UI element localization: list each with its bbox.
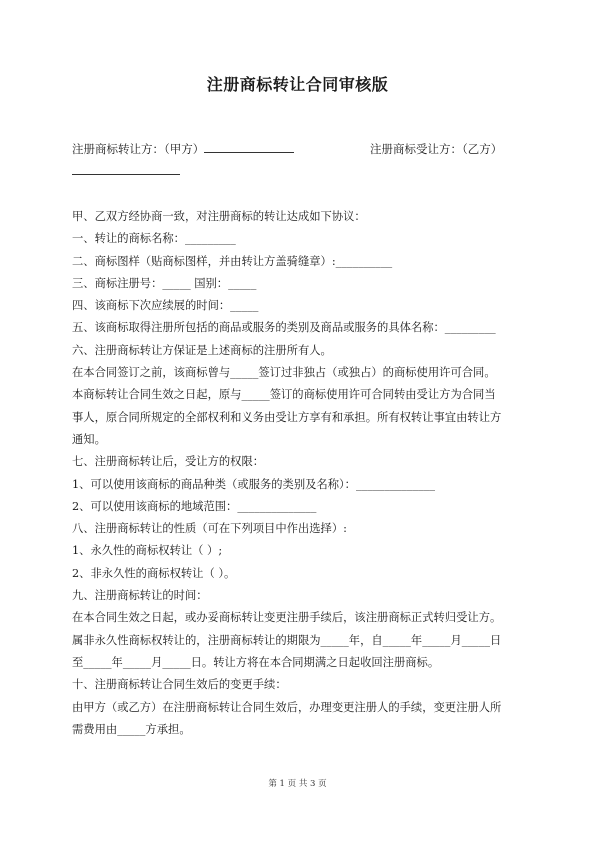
party-a-label: 注册商标转让方：（甲方） [72,142,205,156]
contract-body [72,206,532,741]
parties-row [72,138,532,160]
contract-paragraph: 至_____年_____月_____日。转让方将在本合同期满之日起收回注册商标。 [72,655,440,669]
contract-paragraph: 八、注册商标转让的性质（可在下列项目中作出选择）: [72,522,347,536]
party-b-label: 注册商标受让方：（乙方） [370,142,503,156]
contract-paragraph: 1、可以使用该商标的商品种类（或服务的类别及名称）：______________ [72,477,436,491]
contract-paragraph: 2、非永久性的商标权转让（ ）。 [72,566,236,580]
contract-paragraph: 通知。 [72,432,106,446]
contract-paragraph: 九、注册商标转让的时间： [72,589,208,603]
contract-paragraph: 在本合同生效之日起，或办妥商标转让变更注册手续后，该注册商标正式转归受让方。 [72,611,502,625]
document-title: 注册商标转让合同审核版 [206,75,389,94]
contract-paragraph: 二、商标图样（贴商标图样，并由转让方盖骑缝章）:__________ [72,254,393,268]
party-a [72,138,294,160]
contract-paragraph: 三、商标注册号：_____ 国别：_____ [72,276,257,290]
contract-paragraph: 四、该商标下次应续展的时间：_____ [72,299,259,313]
contract-paragraph: 需费用由_____方承担。 [72,722,191,736]
parties-block [72,138,532,182]
party-a-blank [204,138,294,153]
contract-paragraph: 由甲方（或乙方）在注册商标转让合同生效后，办理变更注册人的手续，变更注册人所 [72,700,502,714]
contract-paragraph: 七、注册商标转让后，受让方的权限： [72,455,265,469]
contract-paragraph: 1、永久性的商标权转让（ ）; [72,544,223,558]
party-b-blank-row [72,160,532,182]
contract-paragraph: 十、注册商标转让合同生效后的变更手续： [72,678,287,692]
contract-paragraph: 在本合同签订之前，该商标曾与_____签订过非独占（或独占）的商标使用许可合同。 [72,366,496,380]
contract-paragraph: 甲、乙双方经协商一致，对注册商标的转让达成如下协议： [72,210,366,223]
contract-paragraph: 六、注册商标转让方保证是上述商标的注册所有人。 [72,343,332,357]
contract-paragraph: 一、转让的商标名称：_________ [72,232,236,246]
page-footer: 第 1 页 共 3 页 [268,779,327,789]
contract-paragraph: 五、该商标取得注册所包括的商品或服务的类别及商品或服务的具体名称：_________ [72,321,496,335]
contract-paragraph: 事人，原合同所规定的全部权利和义务由受让方享有和承担。所有权转让事宜由转让方 [72,410,502,424]
contract-paragraph: 属非永久性商标权转让的，注册商标转让的期限为_____年，自_____年_____月_____日 [72,633,502,647]
party-b-blank [72,160,180,175]
contract-paragraph: 2、可以使用该商标的地域范围：______________ [72,499,317,513]
contract-paragraph: 本商标转让合同生效之日起，原与_____签订的商标使用许可合同转由受让方为合同当 [72,388,496,402]
